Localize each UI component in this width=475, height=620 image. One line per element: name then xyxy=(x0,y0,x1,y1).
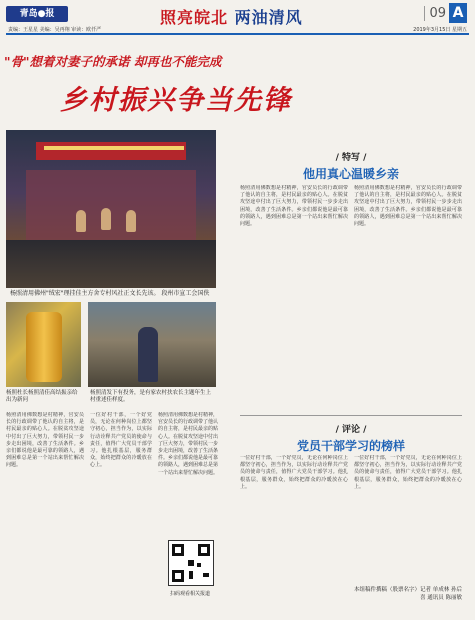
feature-section-header xyxy=(240,150,462,182)
section-letter: A xyxy=(449,3,467,23)
performer-figure xyxy=(76,210,86,232)
commentary-section-header xyxy=(240,422,462,454)
commentary-body-col1: 一位好村干部，一个好党员，无论在何种岗位上都坚守初心，担当作为，以实际行动诠释共产党员的使命与责任，值得广大党员干部学习。他扎根基层，服务群众，始终把群众的冷暖放在心上。 xyxy=(240,455,348,490)
feature-kicker: / 特写 / xyxy=(335,153,367,163)
commentary-headline: 党员干部学习的榜样 xyxy=(296,439,405,453)
page-indicator xyxy=(424,3,467,23)
issue-date: 2019年3月15日 星期五 xyxy=(413,27,467,33)
main-headline: 乡村振兴争当先锋 xyxy=(60,85,292,116)
person-figure xyxy=(138,327,158,382)
qr-pattern xyxy=(169,541,213,585)
commentary-kicker: / 评论 / xyxy=(335,425,367,435)
performer-figure xyxy=(101,208,111,230)
product-photo-caption: 杨照杜长杨照清佳高结振亲给出为新问 xyxy=(6,390,78,403)
feature-body-col1: 杨照清用佛数想是村精神，官安员长的行政调带了他认的自主将，是村民最亲的贴心人。在脱贫攻坚途中付出了巨大努力，带领村民一步步走出困境，改善了生活条件。乡亲们都说他是最可靠的领路人，遇到困难总是第一个站出来帮忙解决问题。 xyxy=(240,185,348,228)
lead-photo-caption: 杨照清用佛州"绒宏"理挂佳主方舍专村风社正文长先该。 段州市宣工会国佚 xyxy=(10,290,210,297)
village-photo-caption: 杨照清发下有投务，是有家农村扶农长主题年生上村重述佳样度。 xyxy=(90,390,212,403)
qr-caption: 扫码观看相关报道 xyxy=(169,591,210,597)
article-body-middle: 一位好村干部，一个好党员，无论在何种岗位上都坚守初心，担当作为，以实际行动诠释共产党员的使命与责任，值得广大党员干部学习。他扎根基层，服务群众，始终把群众的冷暖放在心上。 xyxy=(90,412,152,469)
newspaper-logo: 青岛●报 xyxy=(6,6,68,22)
masthead-divider xyxy=(6,33,469,35)
article-body-left: 杨照清用佛数想是村精神，官安员长的行政调带了他认的自主将，是村民最亲的贴心人。在脱贫攻坚途中付出了巨大努力，带领村民一步步走出困境，改善了生活条件。乡亲们都说他是最可靠的领路人，遇到困难总是第一个站出来帮忙解决问题。 xyxy=(6,412,84,469)
subheadline: "骨"想着对妻子的承诺 却再也不能完成 xyxy=(4,54,222,69)
masthead-title xyxy=(160,5,303,28)
byline: 本组稿件撰稿（股票名字）记者 单成林 孙后喜 通讯员 陈丽敏 xyxy=(354,587,462,601)
lead-photo xyxy=(6,130,216,288)
section-divider xyxy=(240,415,462,416)
village-photo xyxy=(88,302,216,387)
stage-area xyxy=(26,170,196,240)
oil-bottle xyxy=(26,312,62,382)
performer-figure xyxy=(126,210,136,232)
page-number: 09 xyxy=(424,6,446,21)
masthead-title-part1: 照亮皖北 xyxy=(160,8,229,27)
feature-headline: 他用真心温暖乡亲 xyxy=(302,167,399,181)
product-photo xyxy=(6,302,81,387)
article-body-right: 杨照清用佛数想是村精神，官安员长的行政调带了他认的自主将，是村民最亲的贴心人。在脱贫攻坚途中付出了巨大努力，带领村民一步步走出困境，改善了生活条件。乡亲们都说他是最可靠的领路人，遇到困难总是第一个站出来帮忙解决问题。 xyxy=(158,412,218,476)
editor-credits: 责编：王星星 美编：吴再翔 审读：欧仟严 xyxy=(8,27,102,33)
masthead-title-part2: 两油清风 xyxy=(234,8,303,27)
audience-crowd xyxy=(6,240,216,288)
stage-banner-text xyxy=(44,146,184,150)
qr-code[interactable] xyxy=(168,540,214,586)
feature-body-col2: 杨照清用佛数想是村精神，官安员长的行政调带了他认的自主将，是村民最亲的贴心人。在脱贫攻坚途中付出了巨大努力，带领村民一步步走出困境，改善了生活条件。乡亲们都说他是最可靠的领路人，遇到困难总是第一个站出来帮忙解决问题。 xyxy=(354,185,462,228)
commentary-body-col2: 一位好村干部，一个好党员，无论在何种岗位上都坚守初心，担当作为，以实际行动诠释共产党员的使命与责任，值得广大党员干部学习。他扎根基层，服务群众，始终把群众的冷暖放在心上。 xyxy=(354,455,462,490)
stage-banner xyxy=(36,142,186,160)
